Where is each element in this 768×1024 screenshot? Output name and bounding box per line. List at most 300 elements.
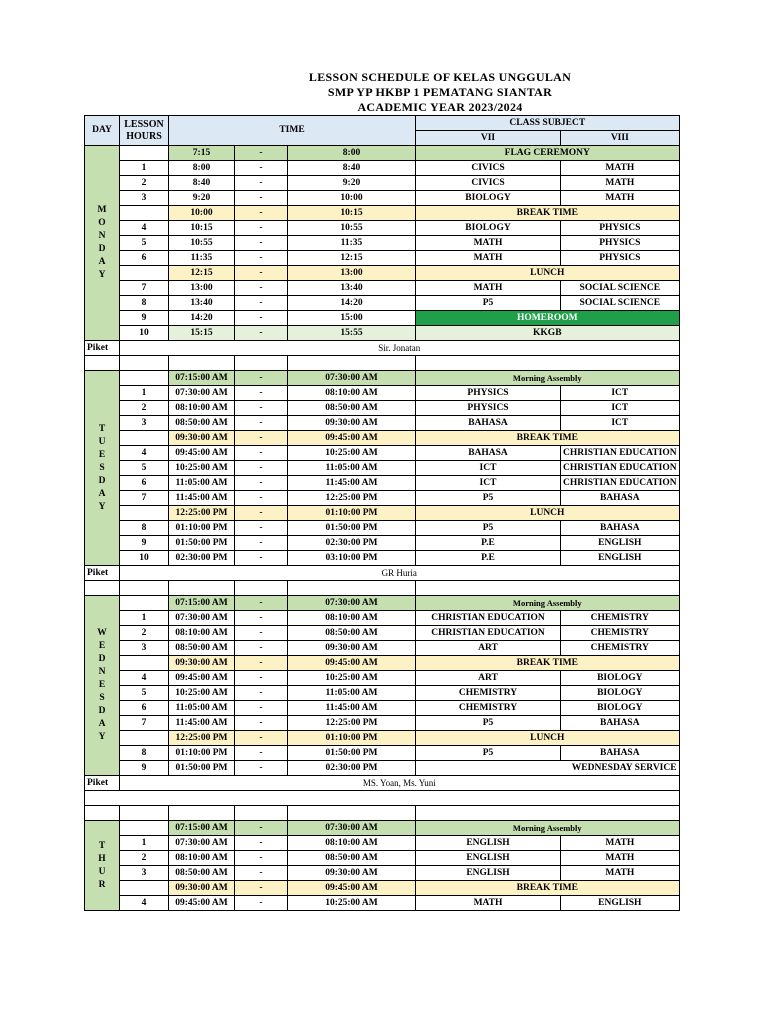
time-separator: - bbox=[235, 686, 288, 701]
end-time: 11:05:00 AM bbox=[288, 461, 416, 476]
start-time: 07:30:00 AM bbox=[169, 611, 235, 626]
end-time: 08:50:00 AM bbox=[288, 401, 416, 416]
day-letter: N bbox=[98, 231, 106, 241]
lesson-hour: 10 bbox=[120, 326, 169, 341]
schedule-row bbox=[85, 746, 680, 761]
blank-cell bbox=[85, 356, 120, 371]
piket-label: Piket bbox=[85, 341, 120, 356]
lesson-hour: 9 bbox=[120, 761, 169, 776]
subject-class-viii: PHYSICS bbox=[561, 236, 680, 251]
day-letter: D bbox=[98, 244, 106, 254]
lesson-hour bbox=[120, 656, 169, 671]
schedule-row bbox=[85, 326, 680, 341]
subject-class-vii: MATH bbox=[416, 236, 561, 251]
start-time: 08:10:00 AM bbox=[169, 401, 235, 416]
schedule-row bbox=[85, 896, 680, 911]
day-letter: A bbox=[98, 257, 106, 267]
subject-class-vii: ART bbox=[416, 671, 561, 686]
event-label: Morning Assembly bbox=[416, 596, 680, 611]
time-separator: - bbox=[235, 656, 288, 671]
lesson-hour: 5 bbox=[120, 236, 169, 251]
end-time: 15:55 bbox=[288, 326, 416, 341]
event-label: Morning Assembly bbox=[416, 821, 680, 836]
spacer-cell bbox=[85, 791, 680, 806]
time-separator: - bbox=[235, 446, 288, 461]
start-time: 08:10:00 AM bbox=[169, 626, 235, 641]
time-separator: - bbox=[235, 206, 288, 221]
day-label-thursday bbox=[85, 821, 120, 911]
time-separator: - bbox=[235, 311, 288, 326]
time-separator: - bbox=[235, 491, 288, 506]
time-separator: - bbox=[235, 611, 288, 626]
end-time: 10:55 bbox=[288, 221, 416, 236]
start-time: 08:10:00 AM bbox=[169, 851, 235, 866]
subject-class-vii: ENGLISH bbox=[416, 851, 561, 866]
subject-class-vii: P5 bbox=[416, 491, 561, 506]
start-time: 11:05:00 AM bbox=[169, 701, 235, 716]
subject-class-vii: CIVICS bbox=[416, 161, 561, 176]
start-time: 12:15 bbox=[169, 266, 235, 281]
time-separator: - bbox=[235, 551, 288, 566]
end-time: 02:30:00 PM bbox=[288, 536, 416, 551]
time-separator: - bbox=[235, 836, 288, 851]
lesson-hour: 3 bbox=[120, 416, 169, 431]
subject-class-vii: PHYSICS bbox=[416, 386, 561, 401]
subject-class-vii: ENGLISH bbox=[416, 836, 561, 851]
day-letter: E bbox=[98, 680, 106, 690]
schedule-row bbox=[85, 596, 680, 611]
lesson-hour: 4 bbox=[120, 896, 169, 911]
start-time: 11:05:00 AM bbox=[169, 476, 235, 491]
time-separator: - bbox=[235, 701, 288, 716]
start-time: 02:30:00 PM bbox=[169, 551, 235, 566]
subject-class-vii: CIVICS bbox=[416, 176, 561, 191]
day-letter: M bbox=[97, 205, 107, 215]
start-time: 12:25:00 PM bbox=[169, 506, 235, 521]
subject-class-viii: ICT bbox=[561, 401, 680, 416]
end-time: 09:45:00 AM bbox=[288, 656, 416, 671]
lesson-hour: 2 bbox=[120, 176, 169, 191]
end-time: 10:00 bbox=[288, 191, 416, 206]
time-separator: - bbox=[235, 671, 288, 686]
lesson-hour: 1 bbox=[120, 161, 169, 176]
day-letter: E bbox=[98, 449, 106, 460]
schedule-row bbox=[85, 221, 680, 236]
day-letter: W bbox=[97, 628, 107, 638]
time-separator: - bbox=[235, 536, 288, 551]
start-time: 07:15:00 AM bbox=[169, 596, 235, 611]
subject-class-viii: CHRISTIAN EDUCATION bbox=[561, 461, 680, 476]
lesson-hour: 4 bbox=[120, 221, 169, 236]
time-separator: - bbox=[235, 176, 288, 191]
subject-class-vii: ICT bbox=[416, 476, 561, 491]
start-time: 09:30:00 AM bbox=[169, 431, 235, 446]
end-time: 09:30:00 AM bbox=[288, 416, 416, 431]
schedule-row bbox=[85, 536, 680, 551]
day-letter: D bbox=[98, 706, 106, 716]
event-label: BREAK TIME bbox=[416, 656, 680, 671]
piket-name: MS. Yoan, Ms. Yuni bbox=[120, 776, 680, 791]
subject-class-viii: MATH bbox=[561, 836, 680, 851]
subject-class-vii: P5 bbox=[416, 746, 561, 761]
end-time: 9:20 bbox=[288, 176, 416, 191]
subject-class-vii: ENGLISH bbox=[416, 866, 561, 881]
event-label: HOMEROOM bbox=[416, 311, 680, 326]
subject-class-viii: SOCIAL SCIENCE bbox=[561, 296, 680, 311]
schedule-row bbox=[85, 371, 680, 386]
subject-class-viii: CHRISTIAN EDUCATION bbox=[561, 476, 680, 491]
start-time: 10:15 bbox=[169, 221, 235, 236]
end-time: 09:45:00 AM bbox=[288, 881, 416, 896]
time-separator: - bbox=[235, 821, 288, 836]
time-separator: - bbox=[235, 461, 288, 476]
time-separator: - bbox=[235, 236, 288, 251]
start-time: 09:45:00 AM bbox=[169, 896, 235, 911]
lesson-hour bbox=[120, 596, 169, 611]
subject-class-viii: ENGLISH bbox=[561, 896, 680, 911]
title-line-2: SMP YP HKBP 1 PEMATANG SIANTAR bbox=[327, 85, 553, 99]
end-time: 15:00 bbox=[288, 311, 416, 326]
start-time: 10:25:00 AM bbox=[169, 461, 235, 476]
subject-class-vii: P5 bbox=[416, 296, 561, 311]
schedule-row bbox=[85, 446, 680, 461]
time-separator: - bbox=[235, 521, 288, 536]
day-letter: Y bbox=[98, 270, 106, 280]
start-time: 11:45:00 AM bbox=[169, 491, 235, 506]
subject-class-viii: MATH bbox=[561, 176, 680, 191]
schedule-row bbox=[85, 506, 680, 521]
schedule-row bbox=[85, 611, 680, 626]
lesson-hour bbox=[120, 881, 169, 896]
schedule-row bbox=[85, 716, 680, 731]
start-time: 01:10:00 PM bbox=[169, 746, 235, 761]
schedule-row bbox=[85, 866, 680, 881]
end-time: 08:10:00 AM bbox=[288, 836, 416, 851]
time-separator: - bbox=[235, 266, 288, 281]
subject-class-viii: BAHASA bbox=[561, 491, 680, 506]
start-time: 11:35 bbox=[169, 251, 235, 266]
lesson-hour: 3 bbox=[120, 191, 169, 206]
subject-class-vii: BIOLOGY bbox=[416, 191, 561, 206]
event-label: FLAG CEREMONY bbox=[416, 146, 680, 161]
end-time: 08:10:00 AM bbox=[288, 611, 416, 626]
blank-row bbox=[85, 581, 680, 596]
header-time: TIME bbox=[169, 116, 416, 146]
event-label: LUNCH bbox=[416, 506, 680, 521]
schedule-row bbox=[85, 686, 680, 701]
day-letter: S bbox=[99, 462, 105, 473]
event-label: Morning Assembly bbox=[416, 371, 680, 386]
end-time: 13:00 bbox=[288, 266, 416, 281]
day-letter: A bbox=[98, 719, 106, 729]
blank-cell bbox=[416, 356, 680, 371]
subject-class-viii: SOCIAL SCIENCE bbox=[561, 281, 680, 296]
schedule-row bbox=[85, 626, 680, 641]
lesson-hour bbox=[120, 431, 169, 446]
subject-class-viii: CHEMISTRY bbox=[561, 641, 680, 656]
subject-class-vii: CHEMISTRY bbox=[416, 701, 561, 716]
subject-class-viii: MATH bbox=[561, 851, 680, 866]
schedule-row bbox=[85, 851, 680, 866]
end-time: 11:05:00 AM bbox=[288, 686, 416, 701]
subject-class-vii: P5 bbox=[416, 521, 561, 536]
day-letter: N bbox=[98, 667, 106, 677]
blank-cell bbox=[169, 581, 235, 596]
day-letter: H bbox=[98, 853, 106, 864]
event-label: LUNCH bbox=[416, 731, 680, 746]
end-time: 08:10:00 AM bbox=[288, 386, 416, 401]
lesson-hour: 6 bbox=[120, 251, 169, 266]
header-class-vii: VII bbox=[416, 131, 561, 146]
subject-class-viii: BIOLOGY bbox=[561, 686, 680, 701]
subject-class-vii: MATH bbox=[416, 251, 561, 266]
start-time: 09:30:00 AM bbox=[169, 881, 235, 896]
time-separator: - bbox=[235, 221, 288, 236]
subject-class-viii: BAHASA bbox=[561, 716, 680, 731]
blank-cell bbox=[235, 356, 288, 371]
day-letter: S bbox=[99, 693, 105, 703]
blank-cell bbox=[235, 806, 288, 821]
lesson-hour: 2 bbox=[120, 401, 169, 416]
lesson-hour bbox=[120, 206, 169, 221]
lesson-hour: 2 bbox=[120, 626, 169, 641]
lesson-hour: 8 bbox=[120, 296, 169, 311]
lesson-hour: 8 bbox=[120, 746, 169, 761]
lesson-hour bbox=[120, 266, 169, 281]
subject-class-viii: ICT bbox=[561, 386, 680, 401]
end-time: 08:50:00 AM bbox=[288, 626, 416, 641]
time-separator: - bbox=[235, 506, 288, 521]
header-class-viii: VIII bbox=[561, 131, 680, 146]
schedule-row bbox=[85, 191, 680, 206]
schedule-row bbox=[85, 176, 680, 191]
blank-cell bbox=[235, 581, 288, 596]
start-time: 08:50:00 AM bbox=[169, 641, 235, 656]
start-time: 01:50:00 PM bbox=[169, 536, 235, 551]
event-label: WEDNESDAY SERVICE bbox=[416, 761, 680, 776]
end-time: 09:30:00 AM bbox=[288, 641, 416, 656]
end-time: 8:00 bbox=[288, 146, 416, 161]
blank-cell bbox=[288, 581, 416, 596]
subject-class-vii: CHRISTIAN EDUCATION bbox=[416, 611, 561, 626]
day-letter: D bbox=[98, 654, 106, 664]
lesson-hour: 4 bbox=[120, 671, 169, 686]
end-time: 01:10:00 PM bbox=[288, 731, 416, 746]
time-separator: - bbox=[235, 596, 288, 611]
time-separator: - bbox=[235, 761, 288, 776]
start-time: 13:00 bbox=[169, 281, 235, 296]
event-label: KKGB bbox=[416, 326, 680, 341]
lesson-hour bbox=[120, 506, 169, 521]
day-label-wednesday bbox=[85, 596, 120, 776]
schedule-row bbox=[85, 821, 680, 836]
end-time: 01:50:00 PM bbox=[288, 746, 416, 761]
day-label-monday bbox=[85, 146, 120, 341]
time-separator: - bbox=[235, 731, 288, 746]
subject-class-viii: CHEMISTRY bbox=[561, 626, 680, 641]
subject-class-vii: BAHASA bbox=[416, 416, 561, 431]
lesson-hour: 1 bbox=[120, 386, 169, 401]
start-time: 01:10:00 PM bbox=[169, 521, 235, 536]
time-separator: - bbox=[235, 281, 288, 296]
blank-row bbox=[85, 356, 680, 371]
schedule-row bbox=[85, 731, 680, 746]
end-time: 08:50:00 AM bbox=[288, 851, 416, 866]
schedule-row bbox=[85, 476, 680, 491]
blank-cell bbox=[416, 806, 680, 821]
piket-name: Sir. Jonatan bbox=[120, 341, 680, 356]
start-time: 07:30:00 AM bbox=[169, 836, 235, 851]
schedule-row bbox=[85, 416, 680, 431]
header-lesson-hours: LESSON HOURS bbox=[120, 116, 169, 146]
time-separator: - bbox=[235, 401, 288, 416]
lesson-hour: 2 bbox=[120, 851, 169, 866]
day-letter: A bbox=[98, 488, 106, 499]
schedule-row bbox=[85, 761, 680, 776]
blank-cell bbox=[288, 806, 416, 821]
schedule-row bbox=[85, 461, 680, 476]
start-time: 07:15:00 AM bbox=[169, 371, 235, 386]
piket-row bbox=[85, 566, 680, 581]
schedule-row bbox=[85, 836, 680, 851]
day-letter: Y bbox=[98, 732, 106, 742]
schedule-row bbox=[85, 881, 680, 896]
end-time: 10:25:00 AM bbox=[288, 896, 416, 911]
end-time: 12:25:00 PM bbox=[288, 491, 416, 506]
start-time: 13:40 bbox=[169, 296, 235, 311]
lesson-hour bbox=[120, 821, 169, 836]
blank-cell bbox=[169, 806, 235, 821]
schedule-row bbox=[85, 311, 680, 326]
time-separator: - bbox=[235, 716, 288, 731]
lesson-hour: 4 bbox=[120, 446, 169, 461]
lesson-hour: 7 bbox=[120, 716, 169, 731]
schedule-row bbox=[85, 701, 680, 716]
subject-class-vii: ART bbox=[416, 641, 561, 656]
subject-class-viii: BIOLOGY bbox=[561, 671, 680, 686]
start-time: 08:50:00 AM bbox=[169, 866, 235, 881]
lesson-hour: 1 bbox=[120, 611, 169, 626]
schedule-row bbox=[85, 551, 680, 566]
spacer-row bbox=[85, 791, 680, 806]
lesson-hour: 5 bbox=[120, 686, 169, 701]
subject-class-viii: BAHASA bbox=[561, 521, 680, 536]
subject-class-vii: P5 bbox=[416, 716, 561, 731]
day-letter: U bbox=[98, 436, 106, 447]
day-letter: T bbox=[98, 840, 106, 851]
lesson-hour: 10 bbox=[120, 551, 169, 566]
schedule-row bbox=[85, 146, 680, 161]
lesson-hour: 3 bbox=[120, 866, 169, 881]
piket-name: GR Huria bbox=[120, 566, 680, 581]
start-time: 7:15 bbox=[169, 146, 235, 161]
lesson-hour bbox=[120, 146, 169, 161]
schedule-row bbox=[85, 251, 680, 266]
lesson-hour: 9 bbox=[120, 311, 169, 326]
time-separator: - bbox=[235, 641, 288, 656]
lesson-hour: 7 bbox=[120, 281, 169, 296]
event-label: LUNCH bbox=[416, 266, 680, 281]
header-row bbox=[85, 116, 680, 131]
blank-cell bbox=[120, 581, 169, 596]
end-time: 10:25:00 AM bbox=[288, 446, 416, 461]
day-letter: O bbox=[98, 218, 106, 228]
lesson-hour: 3 bbox=[120, 641, 169, 656]
schedule-row bbox=[85, 161, 680, 176]
end-time: 10:15 bbox=[288, 206, 416, 221]
blank-cell bbox=[85, 581, 120, 596]
lesson-hour bbox=[120, 731, 169, 746]
day-letter: D bbox=[98, 475, 106, 486]
end-time: 11:45:00 AM bbox=[288, 701, 416, 716]
day-letter: U bbox=[98, 866, 106, 877]
day-letter: Y bbox=[98, 501, 106, 512]
blank-cell bbox=[169, 356, 235, 371]
subject-class-viii: BIOLOGY bbox=[561, 701, 680, 716]
time-separator: - bbox=[235, 251, 288, 266]
start-time: 14:20 bbox=[169, 311, 235, 326]
subject-class-vii: BIOLOGY bbox=[416, 221, 561, 236]
end-time: 10:25:00 AM bbox=[288, 671, 416, 686]
start-time: 10:25:00 AM bbox=[169, 686, 235, 701]
time-separator: - bbox=[235, 746, 288, 761]
subject-class-vii: P.E bbox=[416, 536, 561, 551]
start-time: 12:25:00 PM bbox=[169, 731, 235, 746]
end-time: 03:10:00 PM bbox=[288, 551, 416, 566]
lesson-hour: 6 bbox=[120, 476, 169, 491]
start-time: 11:45:00 AM bbox=[169, 716, 235, 731]
start-time: 07:15:00 AM bbox=[169, 821, 235, 836]
time-separator: - bbox=[235, 296, 288, 311]
subject-class-vii: MATH bbox=[416, 281, 561, 296]
schedule-row bbox=[85, 281, 680, 296]
schedule-row bbox=[85, 386, 680, 401]
end-time: 14:20 bbox=[288, 296, 416, 311]
blank-cell bbox=[120, 806, 169, 821]
blank-cell bbox=[85, 806, 120, 821]
time-separator: - bbox=[235, 146, 288, 161]
end-time: 13:40 bbox=[288, 281, 416, 296]
subject-class-vii: P.E bbox=[416, 551, 561, 566]
event-label: BREAK TIME bbox=[416, 431, 680, 446]
subject-class-viii: CHEMISTRY bbox=[561, 611, 680, 626]
time-separator: - bbox=[235, 431, 288, 446]
header-day: DAY bbox=[85, 116, 120, 146]
start-time: 09:30:00 AM bbox=[169, 656, 235, 671]
subject-class-viii: PHYSICS bbox=[561, 221, 680, 236]
subject-class-vii: MATH bbox=[416, 896, 561, 911]
start-time: 8:40 bbox=[169, 176, 235, 191]
time-separator: - bbox=[235, 881, 288, 896]
schedule-row bbox=[85, 641, 680, 656]
event-label: BREAK TIME bbox=[416, 206, 680, 221]
lesson-hour: 6 bbox=[120, 701, 169, 716]
schedule-row bbox=[85, 401, 680, 416]
lesson-hour: 1 bbox=[120, 836, 169, 851]
time-separator: - bbox=[235, 866, 288, 881]
end-time: 09:30:00 AM bbox=[288, 866, 416, 881]
schedule-row bbox=[85, 521, 680, 536]
piket-row bbox=[85, 776, 680, 791]
time-separator: - bbox=[235, 896, 288, 911]
time-separator: - bbox=[235, 386, 288, 401]
piket-label: Piket bbox=[85, 776, 120, 791]
subject-class-vii: ICT bbox=[416, 461, 561, 476]
schedule-row bbox=[85, 491, 680, 506]
start-time: 08:50:00 AM bbox=[169, 416, 235, 431]
blank-cell bbox=[416, 581, 680, 596]
time-separator: - bbox=[235, 476, 288, 491]
